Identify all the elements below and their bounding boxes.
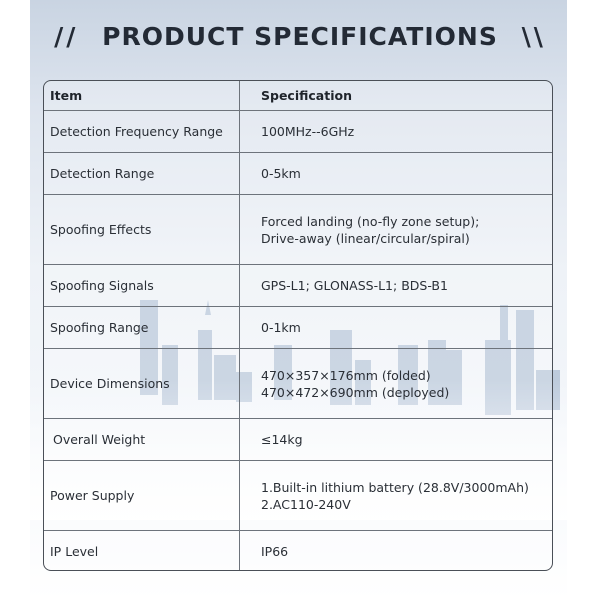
row-spec-value xyxy=(240,277,552,294)
row-item-label: Overall Weight xyxy=(44,419,240,460)
row-spec-value xyxy=(240,543,552,560)
row-item-label: Spoofing Range xyxy=(44,307,240,348)
row-spec-value xyxy=(240,431,552,448)
row-item-label: Detection Range xyxy=(44,153,240,194)
spec-line: 0-5km xyxy=(261,166,301,181)
header-spec-label: Specification xyxy=(261,88,352,103)
table-row xyxy=(44,306,552,348)
spec-line: Drive-away (linear/circular/spiral) xyxy=(261,230,470,246)
heading-title: PRODUCT SPECIFICATIONS xyxy=(102,22,498,51)
row-spec-value xyxy=(240,479,552,513)
spec-line: ≤14kg xyxy=(261,432,303,447)
table-row xyxy=(44,348,552,418)
row-item-label: Spoofing Signals xyxy=(44,265,240,306)
row-spec-value xyxy=(240,123,552,140)
spec-line: IP66 xyxy=(261,544,289,559)
row-item-label: Device Dimensions xyxy=(44,349,240,418)
table-header-row xyxy=(44,81,552,110)
spec-line: Forced landing (no-fly zone setup); xyxy=(261,213,480,229)
row-item-label: Detection Frequency Range xyxy=(44,111,240,152)
row-item-label: Power Supply xyxy=(44,461,240,530)
table-row xyxy=(44,418,552,460)
table-row xyxy=(44,264,552,306)
spec-line: 0-1km xyxy=(261,320,301,335)
table-row xyxy=(44,530,552,571)
table-row xyxy=(44,460,552,530)
row-spec-value xyxy=(240,213,552,247)
spec-line: 470×357×176mm (folded) xyxy=(261,367,431,383)
row-spec-value xyxy=(240,367,552,401)
row-spec-value xyxy=(240,319,552,336)
specifications-table xyxy=(43,80,553,571)
spec-line: 1.Built-in lithium battery (28.8V/3000mAh) xyxy=(261,479,529,495)
spec-line: GPS-L1; GLONASS-L1; BDS-B1 xyxy=(261,278,448,293)
header-item-label: Item xyxy=(44,81,240,110)
table-row xyxy=(44,110,552,152)
heading-right-mark: \\ xyxy=(521,22,546,51)
table-row xyxy=(44,194,552,264)
spec-line: 2.AC110-240V xyxy=(261,496,351,512)
row-item-label: Spoofing Effects xyxy=(44,195,240,264)
row-item-label: IP Level xyxy=(44,531,240,571)
spec-line: 470×472×690mm (deployed) xyxy=(261,384,450,400)
spec-line: 100MHz--6GHz xyxy=(261,124,355,139)
row-spec-value xyxy=(240,165,552,182)
table-row xyxy=(44,152,552,194)
page-heading xyxy=(0,22,600,51)
heading-left-mark: // xyxy=(54,22,79,51)
